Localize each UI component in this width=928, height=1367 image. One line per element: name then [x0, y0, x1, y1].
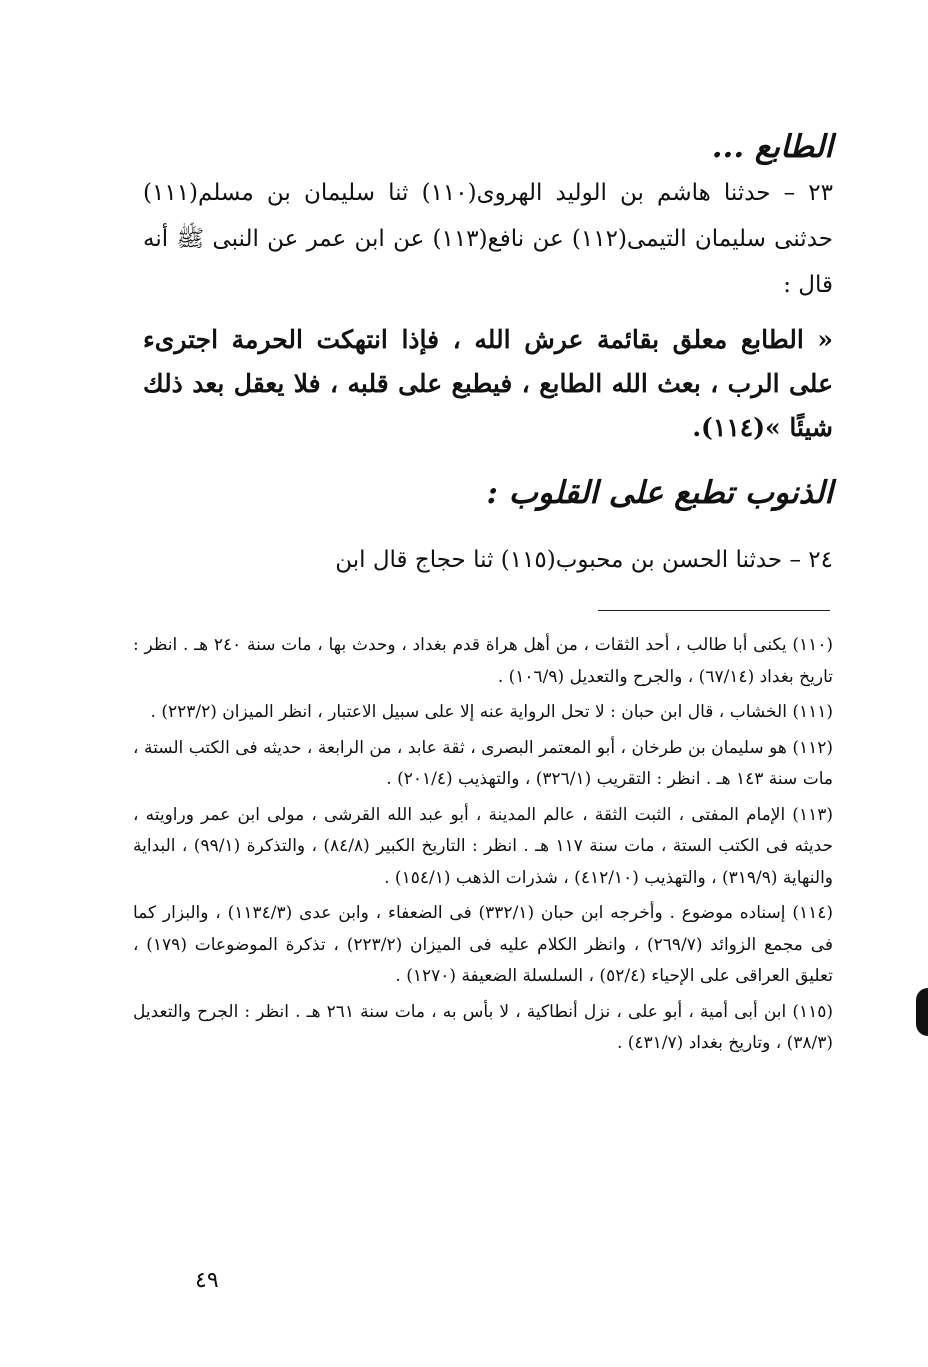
footnote-110: (١١٠) يكنى أبا طالب ، أحد الثقات ، من أهل هراة قدم بغداد ، وحدث بها ، مات سنة ٢٤٠ هـ . انظر : تاريخ بغداد (٦٧/١٤) ، والجرح والتعديل (١٠٦/٩) .: [133, 635, 833, 687]
scan-edge-mark: [916, 988, 928, 1036]
footnote-111: (١١١) الخشاب ، قال ابن حبان : لا تحل الرواية عنه إلا على سبيل الاعتبار ، انظر الميزان (٢٢٣/٢) .: [150, 702, 833, 722]
footnotes: [133, 630, 833, 1064]
footnote-113: (١١٣) الإمام المفتى ، الثبت الثقة ، عالم المدينة ، أبو عبد الله القرشى ، مولى ابن عمر وراويته ، حديثه فى الكتب الستة ، مات سنة ١١٧ هـ . انظر : التاريخ الكبير (٨٤/٨) ، والتذكرة (٩٩/١) ، البداية والنهاية (٣١٩/٩) ، والتهذيب (٤١٢/١٠) ، شذرات الذهب (١٥٤/١) .: [133, 804, 834, 888]
hadith-text: « الطابع معلق بقائمة عرش الله ، فإذا انتهكت الحرمة اجترىء على الرب ، بعث الله الطابع ، فيطبع على قلبه ، فلا يعقل بعد ذلك شيئًا »(١١٤).: [143, 325, 833, 442]
footnote-115: (١١٥) ابن أبى أمية ، أبو على ، نزل أنطاكية ، لا بأس به ، مات سنة ٢٦١ هـ . انظر : الجرح والتعديل (٣٨/٣) ، وتاريخ بغداد (٤٣١/٧) .: [133, 1001, 834, 1053]
page-number: ٤٩: [195, 1268, 219, 1293]
paragraph-24: ٢٤ – حدثنا الحسن بن محبوب(١١٥) ثنا حجاج قال ابن: [335, 547, 833, 573]
footnote-112: (١١٢) هو سليمان بن طرخان ، أبو المعتمر البصرى ، ثقة عابد ، من الرابعة ، حديثه فى الكتب الستة ، مات سنة ١٤٣ هـ . انظر : التقريب (٣٢٦/١) ، والتهذيب (٢٠١/٤) .: [133, 737, 833, 789]
paragraph-23: ٢٣ – حدثنا هاشم بن الوليد الهروى(١١٠) ثنا سليمان بن مسلم(١١١) حدثنى سليمان التيمى(١١٢) عن نافع(١١٣) عن ابن عمر عن النبى ﷺ أنه قال :: [143, 180, 833, 298]
section-heading-tabi: الطابع ...: [711, 129, 833, 165]
footnote-separator: [598, 610, 830, 611]
footnote-114: (١١٤) إسناده موضوع . وأخرجه ابن حبان (٣٣٢/١) فى الضعفاء ، وابن عدى (١١٣٤/٣) ، والبزار كما فى مجمع الزوائد (٢٦٩/٧) ، وانظر الكلام عليه فى الميزان (٢٢٣/٢) ، تذكرة الموضوعات (١٧٩) ، تعليق العراقى على الإحياء (٥٢/٤) ، السلسلة الضعيفة (١٢٧٠) .: [133, 903, 834, 986]
section-heading-sins: الذنوب تطبع على القلوب :: [486, 475, 833, 511]
